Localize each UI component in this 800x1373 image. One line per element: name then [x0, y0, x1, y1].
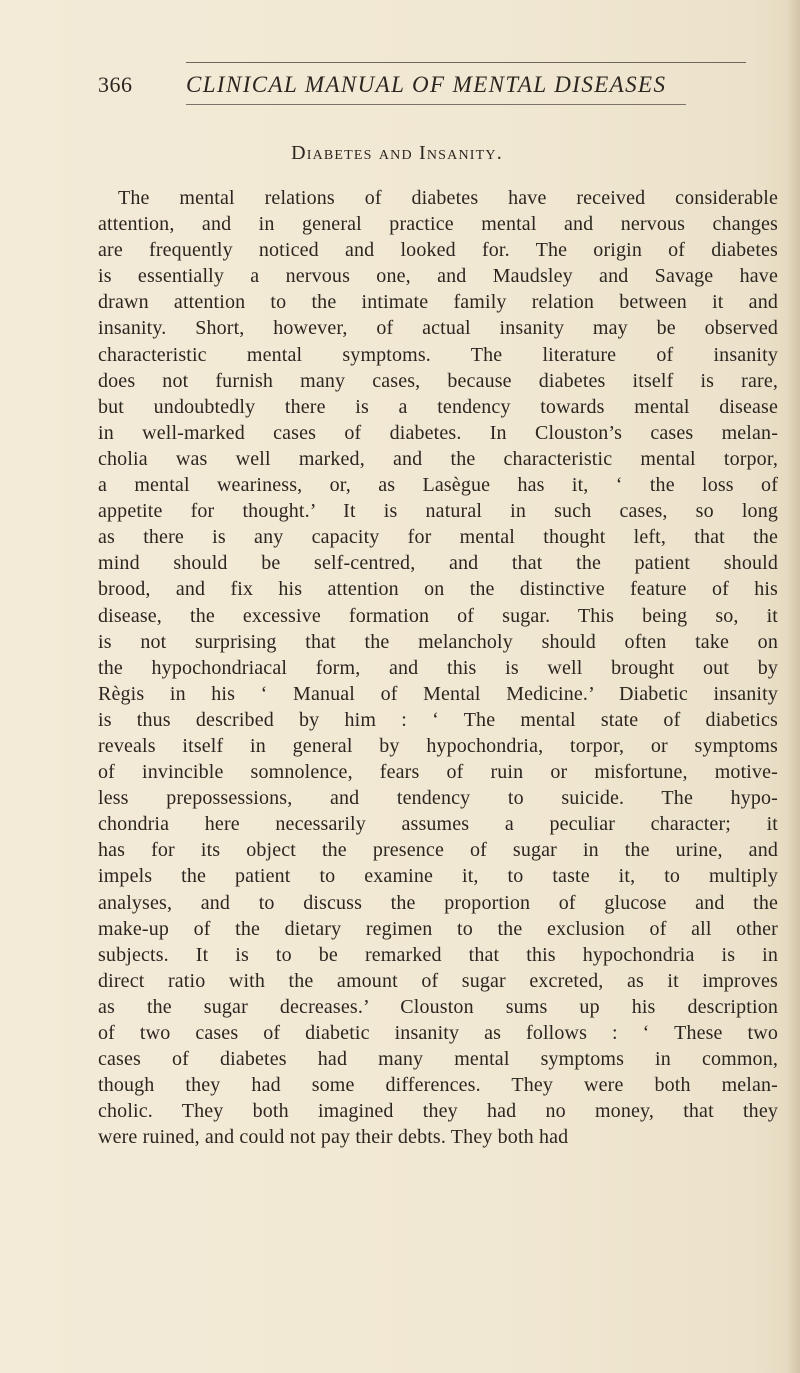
text-line: subjects. It is to be remarked that this hypochondria is in: [98, 943, 778, 966]
text-line: is essentially a nervous one, and Maudsley and Savage have: [98, 265, 778, 288]
text-line: make-up of the dietary regimen to the exclusion of all other: [98, 917, 778, 940]
text-line: has for its object the presence of sugar in the urine, and: [98, 839, 778, 862]
text-line: The mental relations of diabetes have received considerable: [118, 187, 778, 209]
text-line: attention, and in general practice mental and nervous changes: [98, 213, 778, 236]
text-line: is thus described by him : ‘ The mental state of diabetics: [98, 708, 778, 731]
text-line: of two cases of diabetic insanity as follows : ‘ These two: [98, 1022, 778, 1044]
text-line: drawn attention to the intimate family relation between it and: [98, 291, 778, 314]
text-line: but undoubtedly there is a tendency towards mental disease: [98, 395, 778, 418]
text-line: brood, and fix his attention on the distinctive feature of his: [98, 578, 778, 601]
text-line: chondria here necessarily assumes a peculiar character; it: [98, 813, 778, 836]
text-line: appetite for thought.’ It is natural in such cases, so long: [98, 500, 778, 523]
text-line: direct ratio with the amount of sugar excreted, as it improves: [98, 969, 778, 992]
text-line: disease, the excessive formation of sugar. This being so, it: [98, 604, 778, 627]
text-line: the hypochondriacal form, and this is well brought out by: [98, 656, 778, 679]
text-line: analyses, and to discuss the proportion of glucose and the: [98, 891, 778, 914]
text-line: characteristic mental symptoms. The literature of insanity: [98, 343, 778, 366]
text-line: impels the patient to examine it, to taste it, to multiply: [98, 865, 778, 888]
text-line: a mental weariness, or, as Lasègue has it, ‘ the loss of: [98, 474, 778, 497]
text-line: Règis in his ‘ Manual of Mental Medicine.’ Diabetic insanity: [98, 682, 778, 705]
text-line: as there is any capacity for mental thought left, that the: [98, 526, 778, 549]
section-heading: Diabetes and Insanity.: [291, 142, 503, 164]
header-rule-bottom: [186, 104, 686, 105]
body-text: [98, 185, 778, 1150]
page-edge-shadow: [786, 0, 800, 1373]
page-number: 366: [98, 72, 133, 97]
section-heading-wrapper: [0, 142, 800, 165]
running-title: CLINICAL MANUAL OF MENTAL DISEASES: [186, 72, 667, 97]
header-rule-top: [186, 62, 746, 63]
text-line: were ruined, and could not pay their debts. They both had: [98, 1126, 569, 1149]
text-line: reveals itself in general by hypochondria, torpor, or symptoms: [98, 734, 778, 757]
text-line: cholic. They both imagined they had no money, that they: [98, 1100, 778, 1123]
text-line: as the sugar decreases.’ Clouston sums up his description: [98, 995, 778, 1018]
text-line: though they had some differences. They were both melan-: [98, 1074, 778, 1097]
text-line: in well-marked cases of diabetes. In Clouston’s cases melan-: [98, 421, 778, 444]
text-line: insanity. Short, however, of actual insanity may be observed: [98, 317, 778, 340]
text-line: mind should be self-centred, and that the patient should: [98, 552, 778, 575]
text-line: is not surprising that the melancholy should often take on: [98, 630, 778, 653]
text-line: does not furnish many cases, because diabetes itself is rare,: [98, 369, 778, 392]
text-line: less prepossessions, and tendency to suicide. The hypo-: [98, 787, 778, 810]
text-line: are frequently noticed and looked for. The origin of diabetes: [98, 239, 778, 262]
text-line: cases of diabetes had many mental symptoms in common,: [98, 1048, 778, 1071]
text-line: cholia was well marked, and the characteristic mental torpor,: [98, 447, 778, 470]
text-line: of invincible somnolence, fears of ruin or misfortune, motive-: [98, 761, 778, 784]
